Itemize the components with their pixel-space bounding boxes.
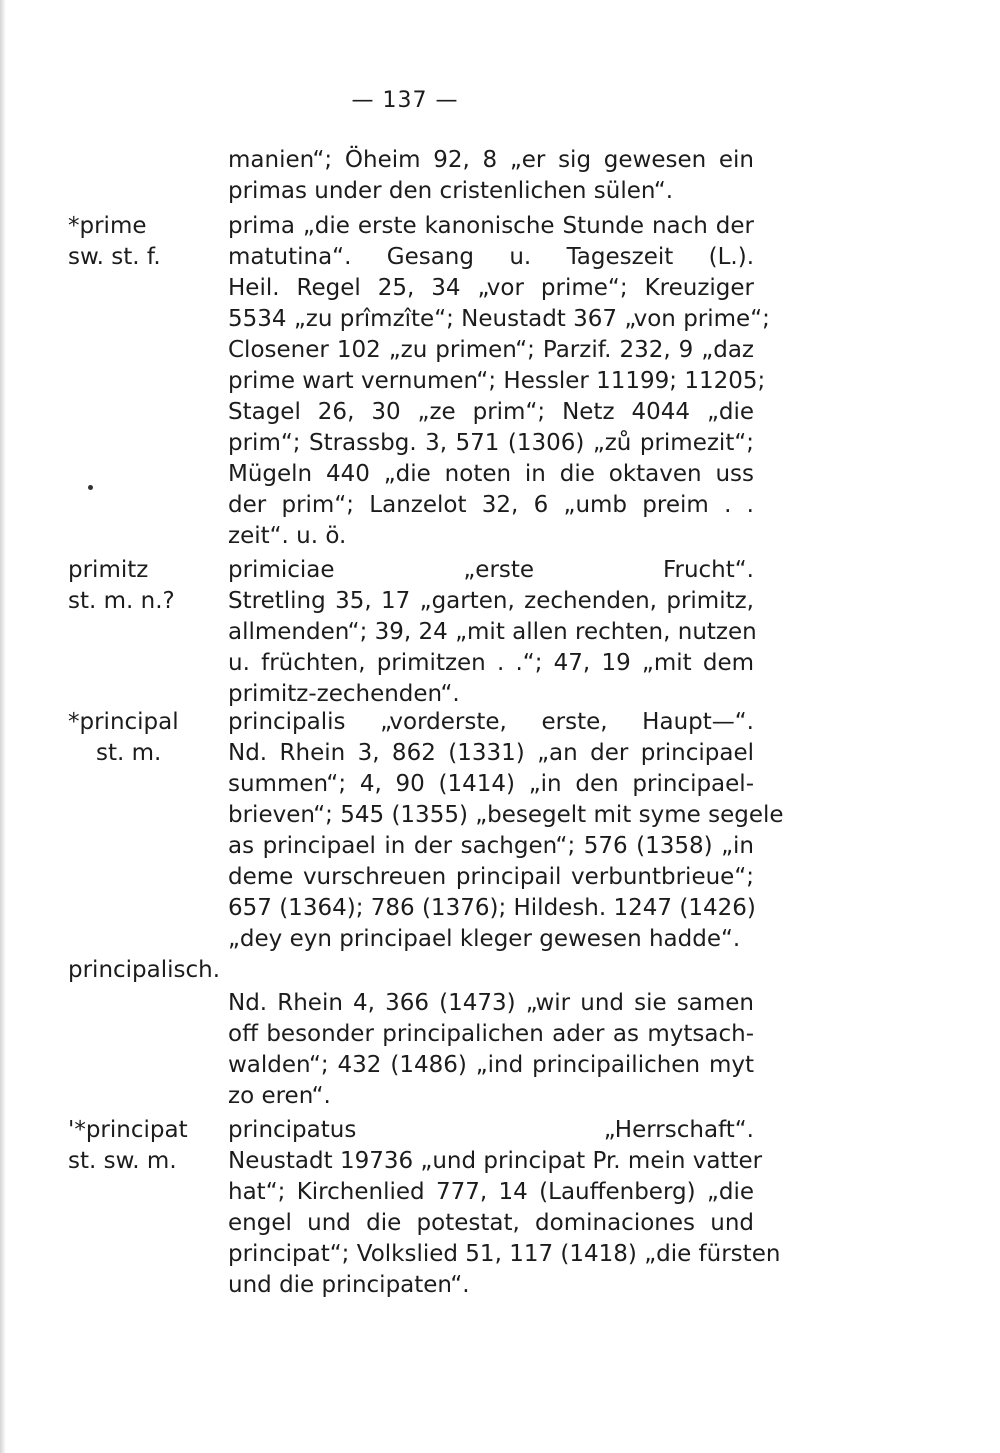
- entry-text-line: 5534 „zu prîmzîte“; Neustadt 367 „von prime“;: [228, 306, 770, 332]
- entry-text-line: principat“; Volkslied 51, 117 (1418) „die fürsten: [228, 1241, 781, 1267]
- entry-text-line: der prim“; Lanzelot 32, 6 „umb preim . .: [228, 492, 754, 518]
- headword: primitz: [68, 557, 149, 583]
- entry-text-line: Nd. Rhein 3, 862 (1331) „an der principael: [228, 740, 754, 766]
- entry-text-line: prima „die erste kanonische Stunde nach der: [228, 213, 754, 239]
- entry-text-line: manien“; Öheim 92, 8 „er sig gewesen ein: [228, 147, 754, 173]
- entry-text-line: Stagel 26, 30 „ze prim“; Netz 4044 „die: [228, 399, 754, 425]
- entry-text-line: Stretling 35, 17 „garten, zechenden, primitz,: [228, 588, 754, 614]
- ink-speck: [88, 485, 93, 490]
- entry-text-line: primas under den cristenlichen sülen“.: [228, 178, 674, 204]
- entry-text-line: off besonder principalichen ader as mytsach-: [228, 1021, 754, 1047]
- grammatical-label: st. sw. m.: [68, 1148, 177, 1174]
- headword: principalisch.: [68, 957, 221, 983]
- entry-text-line: deme vurschreuen principail verbuntbrieue“;: [228, 864, 754, 890]
- page-number: — 137 —: [351, 88, 459, 113]
- grammatical-label: st. m. n.?: [68, 588, 175, 614]
- entry-text-line: u. früchten, primitzen . .“; 47, 19 „mit dem: [228, 650, 754, 676]
- entry-text-line: principatus „Herrschaft“.: [228, 1117, 754, 1143]
- entry-text-line: Heil. Regel 25, 34 „vor prime“; Kreuziger: [228, 275, 754, 301]
- entry-text-line: Closener 102 „zu primen“; Parzif. 232, 9 „daz: [228, 337, 754, 363]
- entry-text-line: as principael in der sachgen“; 576 (1358) „in: [228, 833, 754, 859]
- entry-text-line: zo eren“.: [228, 1083, 331, 1109]
- entry-text-line: prime wart vernumen“; Hessler 11199; 11205;: [228, 368, 766, 394]
- entry-text-line: prim“; Strassbg. 3, 571 (1306) „zů primezit“;: [228, 430, 754, 456]
- headword: *principal: [68, 709, 179, 735]
- entry-text-line: „dey eyn principael kleger gewesen hadde“.: [228, 926, 741, 952]
- entry-text-line: primiciae „erste Frucht“.: [228, 557, 754, 583]
- entry-text-line: principalis „vorderste, erste, Haupt—“.: [228, 709, 754, 735]
- headword: '*principat: [68, 1117, 188, 1143]
- entry-text-line: und die principaten“.: [228, 1272, 470, 1298]
- entry-text-line: matutina“. Gesang u. Tageszeit (L.).: [228, 244, 754, 270]
- grammatical-label: st. m.: [96, 740, 162, 766]
- entry-text-line: Mügeln 440 „die noten in die oktaven uss: [228, 461, 754, 487]
- entry-text-line: zeit“. u. ö.: [228, 523, 347, 549]
- entry-text-line: brieven“; 545 (1355) „besegelt mit syme segele: [228, 802, 784, 828]
- entry-text-line: summen“; 4, 90 (1414) „in den principael-: [228, 771, 754, 797]
- entry-text-line: Neustadt 19736 „und principat Pr. mein vatter: [228, 1148, 763, 1174]
- entry-text-line: engel und die potestat, dominaciones und: [228, 1210, 754, 1236]
- entry-text-line: Nd. Rhein 4, 366 (1473) „wir und sie samen: [228, 990, 754, 1016]
- scan-edge: [0, 0, 6, 1453]
- entry-text-line: primitz-zechenden“.: [228, 681, 460, 707]
- entry-text-line: hat“; Kirchenlied 777, 14 (Lauffenberg) „die: [228, 1179, 754, 1205]
- entry-text-line: 657 (1364); 786 (1376); Hildesh. 1247 (1426): [228, 895, 756, 921]
- entry-text-line: allmenden“; 39, 24 „mit allen rechten, nutzen: [228, 619, 757, 645]
- entry-text-line: walden“; 432 (1486) „ind principailichen myt: [228, 1052, 754, 1078]
- grammatical-label: sw. st. f.: [68, 244, 161, 270]
- headword: *prime: [68, 213, 147, 239]
